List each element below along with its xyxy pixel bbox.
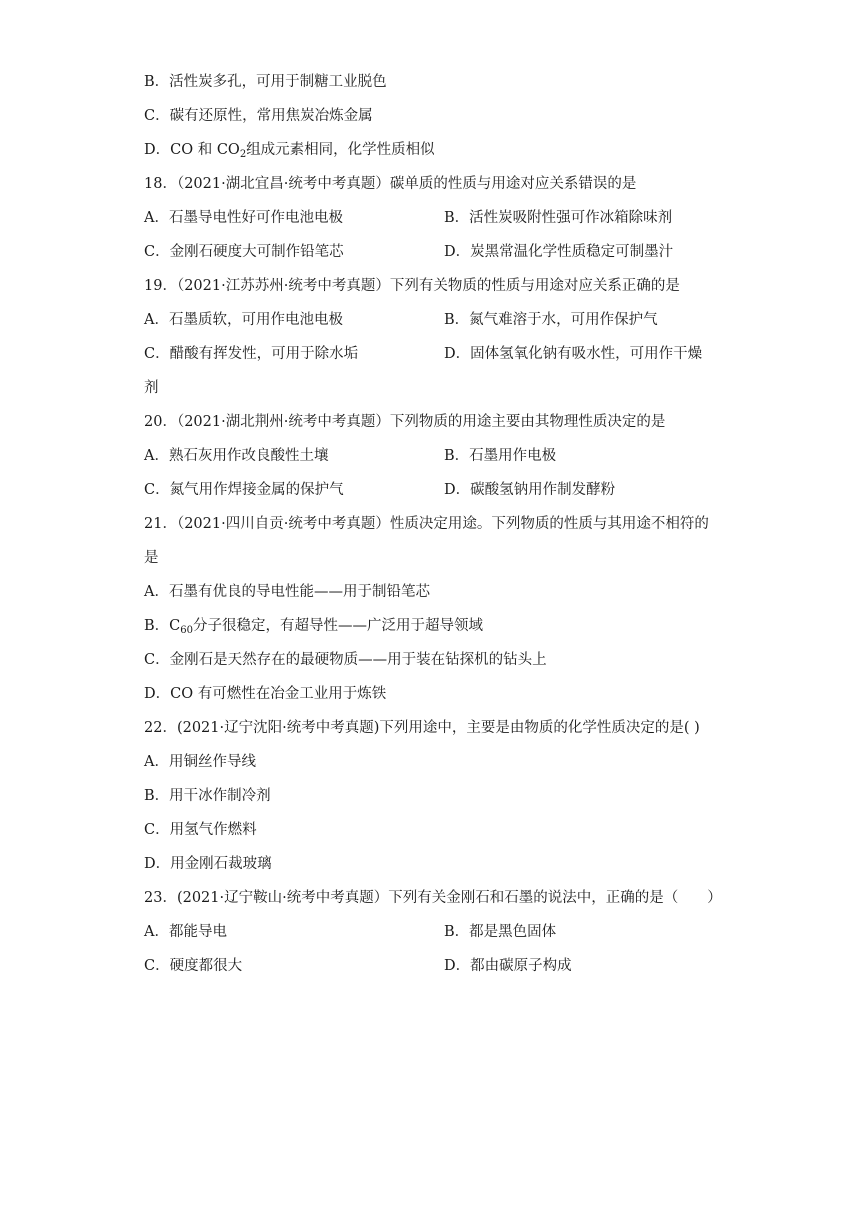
question-stem-wrap: 是	[144, 550, 159, 566]
option-line: A．石墨导电性好可作电池电极	[144, 210, 343, 226]
option-line: D．用金刚石裁玻璃	[144, 856, 272, 872]
question-stem: 22．(2021·辽宁沈阳·统考中考真题)下列用途中，主要是由物质的化学性质决定的是( )	[144, 720, 700, 736]
option-line: C．碳有还原性，常用焦炭冶炼金属	[144, 108, 373, 124]
option-line: B．石墨用作电极	[444, 448, 557, 464]
text-part: 组成元素相同，化学性质相似	[246, 142, 435, 158]
option-line: D．炭黑常温化学性质稳定可制墨汁	[444, 244, 674, 260]
option-line: D．固体氢氧化钠有吸水性，可用作干燥	[444, 346, 703, 362]
option-line	[144, 616, 483, 636]
option-line: D．碳酸氢钠用作制发酵粉	[444, 482, 616, 498]
option-line	[144, 140, 435, 160]
subscript: 60	[180, 625, 193, 636]
option-line: A．用铜丝作导线	[144, 754, 256, 770]
question-stem: 19．（2021·江苏苏州·统考中考真题）下列有关物质的性质与用途对应关系正确的是	[144, 278, 680, 294]
option-line-wrap: 剂	[144, 380, 159, 396]
question-stem: 18．（2021·湖北宜昌·统考中考真题）碳单质的性质与用途对应关系错误的是	[144, 176, 637, 192]
subscript: 2	[239, 149, 247, 160]
text-part: B．C	[144, 618, 181, 634]
question-stem: 21．（2021·四川自贡·统考中考真题）性质决定用途。下列物质的性质与其用途不相符的	[144, 516, 709, 532]
option-line: C．醋酸有挥发性，可用于除水垢	[144, 346, 359, 362]
option-line: B．都是黑色固体	[444, 924, 557, 940]
option-line: A．都能导电	[144, 924, 227, 940]
option-line: A．石墨质软，可用作电池电极	[144, 312, 343, 328]
question-stem: 20．（2021·湖北荆州·统考中考真题）下列物质的用途主要由其物理性质决定的是	[144, 414, 666, 430]
option-line: B．用干冰作制冷剂	[144, 788, 271, 804]
option-line: C．氮气用作焊接金属的保护气	[144, 482, 344, 498]
option-line: C．金刚石是天然存在的最硬物质——用于装在钻探机的钻头上	[144, 652, 547, 668]
option-line: D．都由碳原子构成	[444, 958, 572, 974]
option-line: B．氮气难溶于水，可用作保护气	[444, 312, 658, 328]
option-line: C．金刚石硬度大可制作铅笔芯	[144, 244, 344, 260]
option-line: D．CO 有可燃性在冶金工业用于炼铁	[144, 686, 387, 702]
text-part: 分子很稳定，有超导性——广泛用于超导领域	[192, 618, 483, 634]
text-part: D．CO 和 CO	[144, 142, 240, 158]
option-line: B．活性炭多孔，可用于制糖工业脱色	[144, 74, 387, 90]
option-line: C．用氢气作燃料	[144, 822, 257, 838]
option-line: A．石墨有优良的导电性能——用于制铅笔芯	[144, 584, 430, 600]
option-line: C．硬度都很大	[144, 958, 243, 974]
question-stem: 23．(2021·辽宁鞍山·统考中考真题）下列有关金刚石和石墨的说法中，正确的是（ ）	[144, 890, 722, 906]
option-line: B．活性炭吸附性强可作冰箱除味剂	[444, 210, 673, 226]
option-line: A．熟石灰用作改良酸性土壤	[144, 448, 329, 464]
